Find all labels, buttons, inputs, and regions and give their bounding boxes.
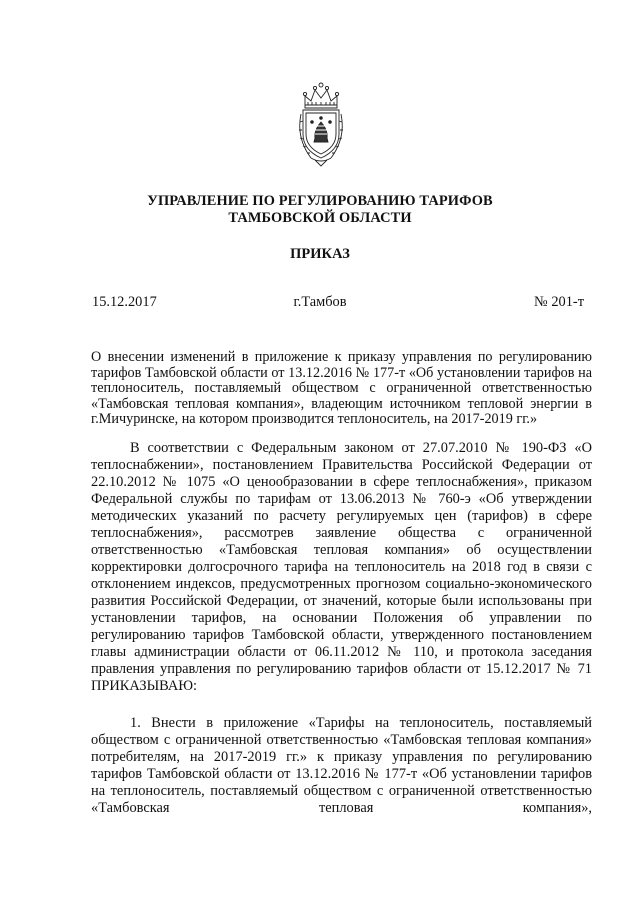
organization-name-line2: ТАМБОВСКОЙ ОБЛАСТИ bbox=[228, 210, 412, 226]
document-date: 15.12.2017 bbox=[92, 294, 157, 310]
document-title: О внесении изменений в приложение к приказу управления по регулированию тарифов Тамбовской области от 13.12.2016 № 177-т «Об установлении тарифов на теплоноситель, поставляемый обществом с ограниченной ответственностью «Тамбовская тепловая компания», владеющим источником тепловой энергии в г.Мичуринске, на котором производится теплоноситель, на 2017-2019 гг.» bbox=[91, 349, 592, 427]
coat-of-arms-icon bbox=[297, 78, 345, 168]
document-type: ПРИКАЗ bbox=[290, 246, 350, 262]
preamble-paragraph: В соответствии с Федеральным законом от 27.07.2010 № 190-ФЗ «О теплоснабжении», постановлением Правительства Российской Федерации от 22.10.2012 № 1075 «О ценообразовании в сфере теплоснабжения», приказом Федеральной службы по тарифам от 13.06.2013 № 760-э «Об утверждении методических указаний по расчету регулируемых цен (тарифов) в сфере теплоснабжения», рассмотрев заявление общества с ограниченной ответственностью «Тамбовская тепловая компания» об осуществлении корректировки долгосрочного тарифа на теплоноситель на 2018 год в связи с отклонением индексов, предусмотренных прогнозом социально-экономического развития Российской Федерации, от значений, которые были использованы при установлении тарифов, на основании Положения об управлении по регулированию тарифов Тамбовской области, утвержденного постановлением главы администрации области от 06.11.2012 № 110, и протокола заседания правления управления по регулированию тарифов области от 15.12.2017 № 71 ПРИКАЗЫВАЮ: bbox=[91, 440, 592, 694]
organization-name-line1: УПРАВЛЕНИЕ ПО РЕГУЛИРОВАНИЮ ТАРИФОВ bbox=[147, 193, 493, 209]
order-item-1: 1. Внести в приложение «Тарифы на теплоноситель, поставляемый обществом с ограниченной ответственностью «Тамбовская тепловая компания» потребителям, на 2017-2019 гг.» к приказу управления по регулированию тарифов Тамбовской области от 13.12.2016 № 177-т «Об установлении тарифов на теплоноситель, поставляемый обществом с ограниченной ответственностью «Тамбовская тепловая компания», bbox=[91, 715, 592, 816]
document-city: г.Тамбов bbox=[293, 294, 347, 310]
document-number: № 201-т bbox=[534, 294, 584, 310]
